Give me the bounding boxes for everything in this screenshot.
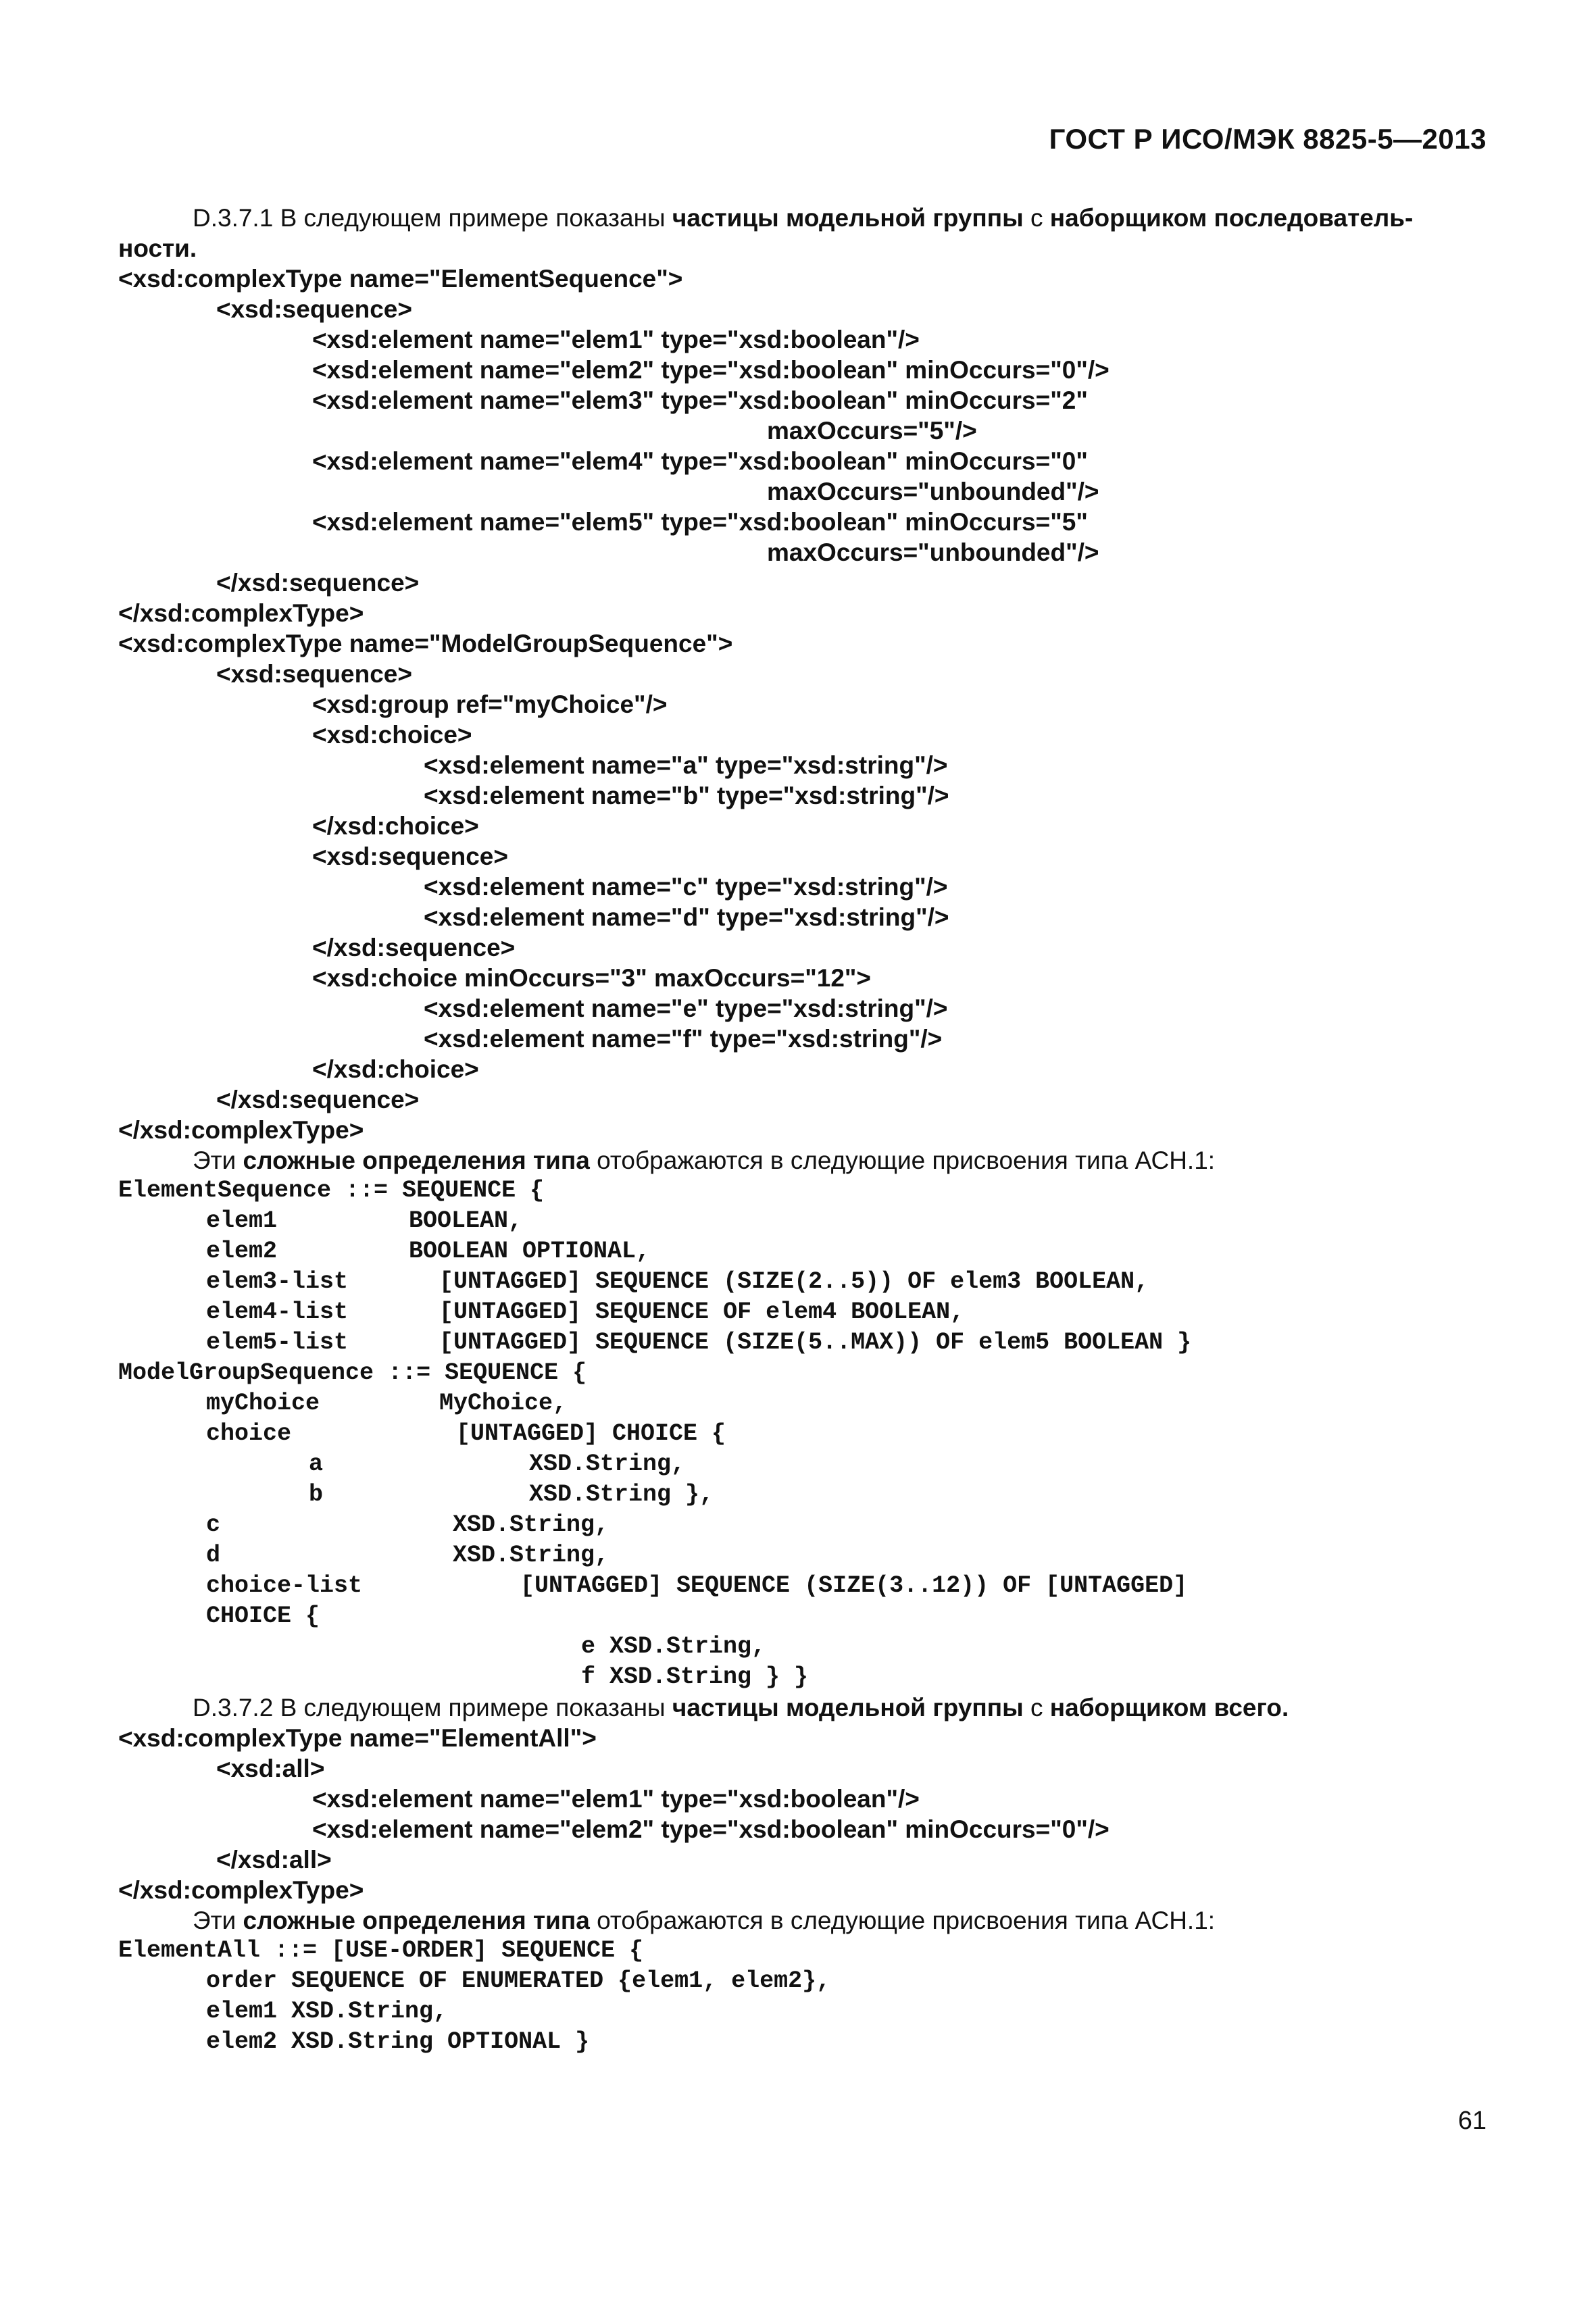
para-text: с [1023, 1694, 1050, 1721]
para-bold-text: сложные определения типа [243, 1907, 590, 1934]
asn-field-type: XSD.String, [529, 1451, 686, 1478]
xsd-line: <xsd:group ref="myChoice"/> [312, 690, 668, 718]
xsd-line: <xsd:sequence> [312, 842, 508, 870]
asn-field-type: [UNTAGGED] SEQUENCE (SIZE(2..5)) OF elem3 BOOLEAN, [439, 1268, 1149, 1295]
para-text: отображаются в следующие присвоения типа АСН.1: [589, 1147, 1216, 1174]
xsd-line: <xsd:element name="elem5" type="xsd:boolean" minOccurs="5" [312, 508, 1088, 536]
xsd-line: </xsd:complexType> [118, 599, 364, 627]
xsd-line: <xsd:all> [216, 1755, 325, 1782]
xsd-line: <xsd:element name="elem4" type="xsd:boolean" minOccurs="0" [312, 447, 1088, 475]
asn-field-name: b [309, 1481, 324, 1508]
asn-field-name: d [206, 1542, 221, 1569]
asn-field-name: choice [206, 1420, 292, 1447]
xsd-line: </xsd:choice> [312, 812, 479, 840]
xsd-line: <xsd:element name="c" type="xsd:string"/> [424, 873, 948, 901]
asn-line: elem1 XSD.String, [206, 1998, 448, 2025]
document-header: ГОСТ Р ИСО/МЭК 8825-5—2013 [1049, 123, 1487, 155]
page-number: 61 [1457, 2107, 1487, 2135]
paragraph-d371 [193, 203, 1413, 233]
xsd-line: <xsd:element name="elem2" type="xsd:boolean" minOccurs="0"/> [312, 1815, 1109, 1843]
asn-line: ModelGroupSequence ::= SEQUENCE { [118, 1359, 587, 1386]
asn-field-type: XSD.String }, [529, 1481, 714, 1508]
asn-line: CHOICE { [206, 1603, 320, 1630]
asn-field-type: [UNTAGGED] SEQUENCE OF elem4 BOOLEAN, [439, 1299, 965, 1326]
asn-line: elem2 XSD.String OPTIONAL } [206, 2028, 590, 2055]
asn-line: order SEQUENCE OF ENUMERATED {elem1, elem2}, [206, 1967, 831, 1994]
asn-line: ElementAll ::= [USE-ORDER] SEQUENCE { [118, 1937, 644, 1964]
asn-line: e XSD.String, [581, 1633, 766, 1660]
asn-field-name: choice-list [206, 1572, 363, 1599]
para-bold-text: частицы модельной группы [672, 1694, 1024, 1721]
para-text: D.3.7.2 В следующем примере показаны [193, 1694, 672, 1721]
xsd-line: <xsd:element name="f" type="xsd:string"/> [424, 1025, 943, 1053]
xsd-line: <xsd:element name="elem2" type="xsd:boolean" minOccurs="0"/> [312, 356, 1109, 384]
xsd-line: maxOccurs="unbounded"/> [767, 478, 1099, 505]
xsd-line: <xsd:sequence> [216, 295, 412, 323]
para-bold-text: наборщиком последователь- [1049, 204, 1414, 232]
xsd-line: <xsd:element name="e" type="xsd:string"/> [424, 995, 948, 1022]
asn-field-type: XSD.String, [453, 1542, 609, 1569]
xsd-line: </xsd:all> [216, 1846, 332, 1873]
xsd-line: <xsd:choice> [312, 721, 472, 749]
xsd-line: maxOccurs="unbounded"/> [767, 538, 1099, 566]
xsd-line: <xsd:complexType name="ElementSequence"> [118, 265, 683, 293]
asn-field-name: elem2 [206, 1238, 278, 1265]
asn-field-name: myChoice [206, 1390, 320, 1417]
asn-line: ElementSequence ::= SEQUENCE { [118, 1177, 545, 1204]
asn-field-type: [UNTAGGED] CHOICE { [456, 1420, 726, 1447]
para-text: с [1023, 204, 1050, 232]
asn-field-name: a [309, 1451, 324, 1478]
para-text: отображаются в следующие присвоения типа АСН.1: [589, 1907, 1216, 1934]
paragraph-d372 [193, 1692, 1289, 1723]
para-text: D.3.7.1 В следующем примере показаны [193, 204, 672, 232]
asn-line: f XSD.String } } [581, 1663, 809, 1690]
para-text: Эти [193, 1147, 243, 1174]
xsd-line: </xsd:choice> [312, 1055, 479, 1083]
xsd-line: <xsd:element name="elem3" type="xsd:boolean" minOccurs="2" [312, 386, 1088, 414]
xsd-line: </xsd:sequence> [216, 569, 420, 597]
para-bold-text: частицы модельной группы [672, 204, 1024, 232]
xsd-line: </xsd:complexType> [118, 1116, 364, 1144]
asn-field-name: elem1 [206, 1207, 278, 1234]
mapping-sentence-1 [193, 1145, 1215, 1176]
paragraph-d371-continued: ности. [118, 234, 197, 262]
asn-field-type: MyChoice, [439, 1390, 568, 1417]
xsd-line: <xsd:element name="elem1" type="xsd:boolean"/> [312, 326, 920, 353]
xsd-line: <xsd:element name="d" type="xsd:string"/> [424, 903, 949, 931]
mapping-sentence-2 [193, 1905, 1215, 1936]
para-text: Эти [193, 1907, 243, 1934]
asn-field-name: elem4-list [206, 1299, 349, 1326]
xsd-line: </xsd:sequence> [312, 934, 516, 961]
xsd-line: <xsd:complexType name="ModelGroupSequence"> [118, 630, 733, 657]
asn-field-type: XSD.String, [453, 1511, 609, 1538]
xsd-line: <xsd:element name="a" type="xsd:string"/> [424, 751, 948, 779]
asn-field-type: [UNTAGGED] SEQUENCE (SIZE(3..12)) OF [UNTAGGED] [520, 1572, 1188, 1599]
asn-field-name: elem3-list [206, 1268, 349, 1295]
para-bold-text: сложные определения типа [243, 1147, 590, 1174]
xsd-line: <xsd:sequence> [216, 660, 412, 688]
asn-field-name: c [206, 1511, 221, 1538]
xsd-line: </xsd:complexType> [118, 1876, 364, 1904]
asn-field-type: BOOLEAN OPTIONAL, [409, 1238, 651, 1265]
xsd-line: </xsd:sequence> [216, 1086, 420, 1113]
xsd-line: <xsd:choice minOccurs="3" maxOccurs="12"> [312, 964, 872, 992]
para-bold-text: наборщиком всего. [1049, 1694, 1289, 1721]
xsd-line: <xsd:complexType name="ElementAll"> [118, 1724, 597, 1752]
asn-field-name: elem5-list [206, 1329, 349, 1356]
asn-field-type: [UNTAGGED] SEQUENCE (SIZE(5..MAX)) OF elem5 BOOLEAN } [439, 1329, 1192, 1356]
asn-field-type: BOOLEAN, [409, 1207, 523, 1234]
xsd-line: <xsd:element name="elem1" type="xsd:boolean"/> [312, 1785, 920, 1813]
xsd-line: <xsd:element name="b" type="xsd:string"/> [424, 782, 949, 809]
xsd-line: maxOccurs="5"/> [767, 417, 977, 445]
